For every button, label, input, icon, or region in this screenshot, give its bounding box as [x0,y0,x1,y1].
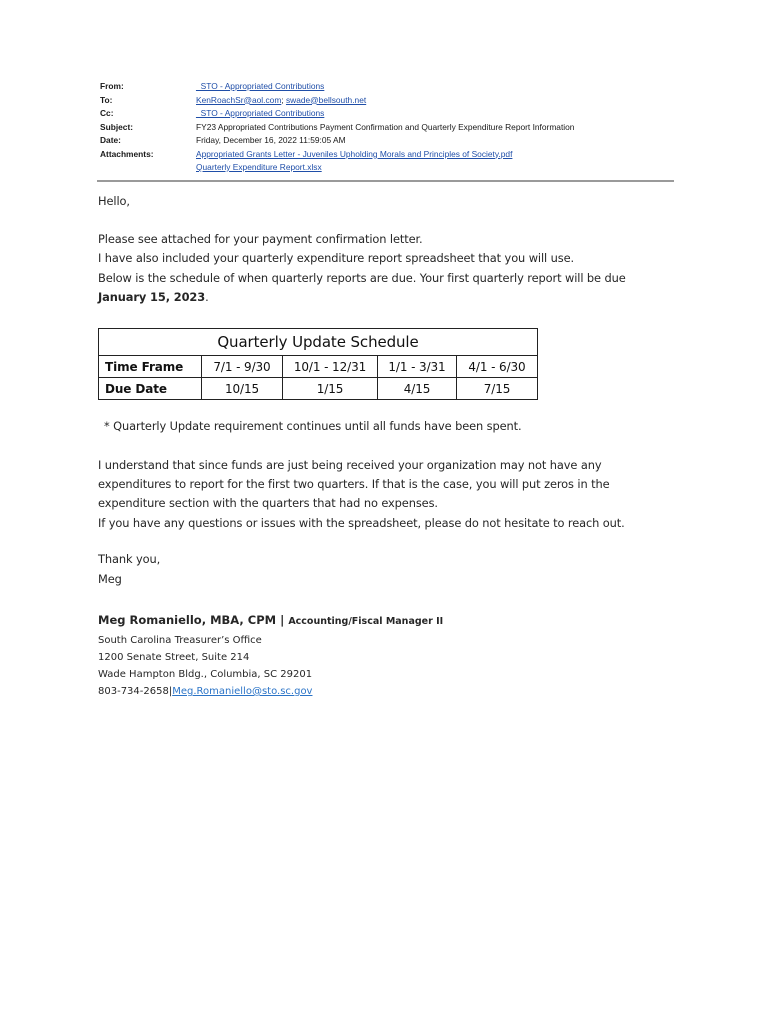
from-label: From: [100,81,124,91]
due-date-label: Due Date [99,378,202,400]
subject-label: Subject: [100,121,134,132]
date-label: Date: [100,135,121,145]
to-link-1[interactable]: KenRoachSr@aol.com [196,94,282,105]
signature-email-link[interactable]: Meg.Romaniello@sto.sc.gov [172,686,313,697]
cc-row [100,107,674,121]
signature-street: 1200 Senate Street, Suite 214 [98,652,250,663]
first-due-date: January 15, 2023 [98,290,206,304]
time-frame-cell: 1/1 - 3/31 [378,356,457,378]
to-label: To: [100,94,113,105]
signature-phone: 803-734-2658 [98,686,169,697]
to-link-2[interactable]: swade@bellsouth.net [285,94,367,105]
closing: Thank you, [98,552,161,566]
signature-contact [98,683,443,700]
attachments-row [100,148,674,162]
subject-value: FY23 Appropriated Contributions Payment Confirmation and Quarterly Expenditure Report Information [196,121,575,132]
greeting: Hello, [98,194,130,208]
closing-name: Meg [98,572,122,586]
to-separator: ; [281,94,284,105]
signature-office: South Carolina Treasurer’s Office [98,635,262,646]
time-frame-cell: 7/1 - 9/30 [202,356,283,378]
cc-label: Cc: [100,108,114,118]
body-para2-line-4: If you have any questions or issues with the spreadsheet, please do not hesitate to reach out. [98,516,625,530]
attachment-link-letter[interactable]: Appropriated Grants Letter - Juveniles Upholding Morals and Principles of Society.pdf [196,148,513,159]
date-row [100,134,674,148]
subject-row [100,121,674,135]
attachments-row-2 [100,161,674,175]
due-date-row [99,378,538,400]
due-date-cell: 10/15 [202,378,283,400]
due-date-period: . [205,290,209,304]
to-row [100,94,674,108]
from-row [100,80,674,94]
signature-title: Accounting/Fiscal Manager II [288,616,444,627]
date-value: Friday, December 16, 2022 11:59:05 AM [196,135,346,145]
body-para2-line-2: expenditures to report for the first two quarters. If that is the case, you will put zeros in the [98,477,610,491]
quarterly-schedule-table [98,328,538,400]
time-frame-cell: 4/1 - 6/30 [457,356,538,378]
time-frame-cell: 10/1 - 12/31 [283,356,378,378]
signature-name: Meg Romaniello, MBA, CPM [98,613,277,627]
body-line-3: Below is the schedule of when quarterly reports are due. Your first quarterly report will be due [98,271,626,285]
email-header [100,80,674,175]
body-para2-line-1: I understand that since funds are just being received your organization may not have any [98,458,602,472]
schedule-title: Quarterly Update Schedule [99,329,538,356]
header-divider [97,180,674,182]
time-frame-label: Time Frame [99,356,202,378]
due-date-cell: 4/15 [378,378,457,400]
signature-city: Wade Hampton Bldg., Columbia, SC 29201 [98,669,313,680]
attachment-link-report[interactable]: Quarterly Expenditure Report.xlsx [196,162,322,172]
body-line-2: I have also included your quarterly expenditure report spreadsheet that you will use. [98,251,575,265]
due-date-cell: 1/15 [283,378,378,400]
body-line-1: Please see attached for your payment confirmation letter. [98,232,423,246]
body-para2-line-3: expenditure section with the quarters that had no expenses. [98,496,438,510]
attachments-label: Attachments: [100,148,154,159]
schedule-note: * Quarterly Update requirement continues until all funds have been spent. [104,419,522,433]
time-frame-row [99,356,538,378]
signature-separator: | [280,613,285,627]
due-date-line [98,288,209,308]
cc-link[interactable]: _STO - Appropriated Contributions [196,108,325,118]
signature-phone-separator: | [168,686,173,697]
signature-name-line [98,610,443,632]
signature-block [98,610,443,700]
due-date-cell: 7/15 [457,378,538,400]
from-link[interactable]: _STO - Appropriated Contributions [196,81,325,91]
